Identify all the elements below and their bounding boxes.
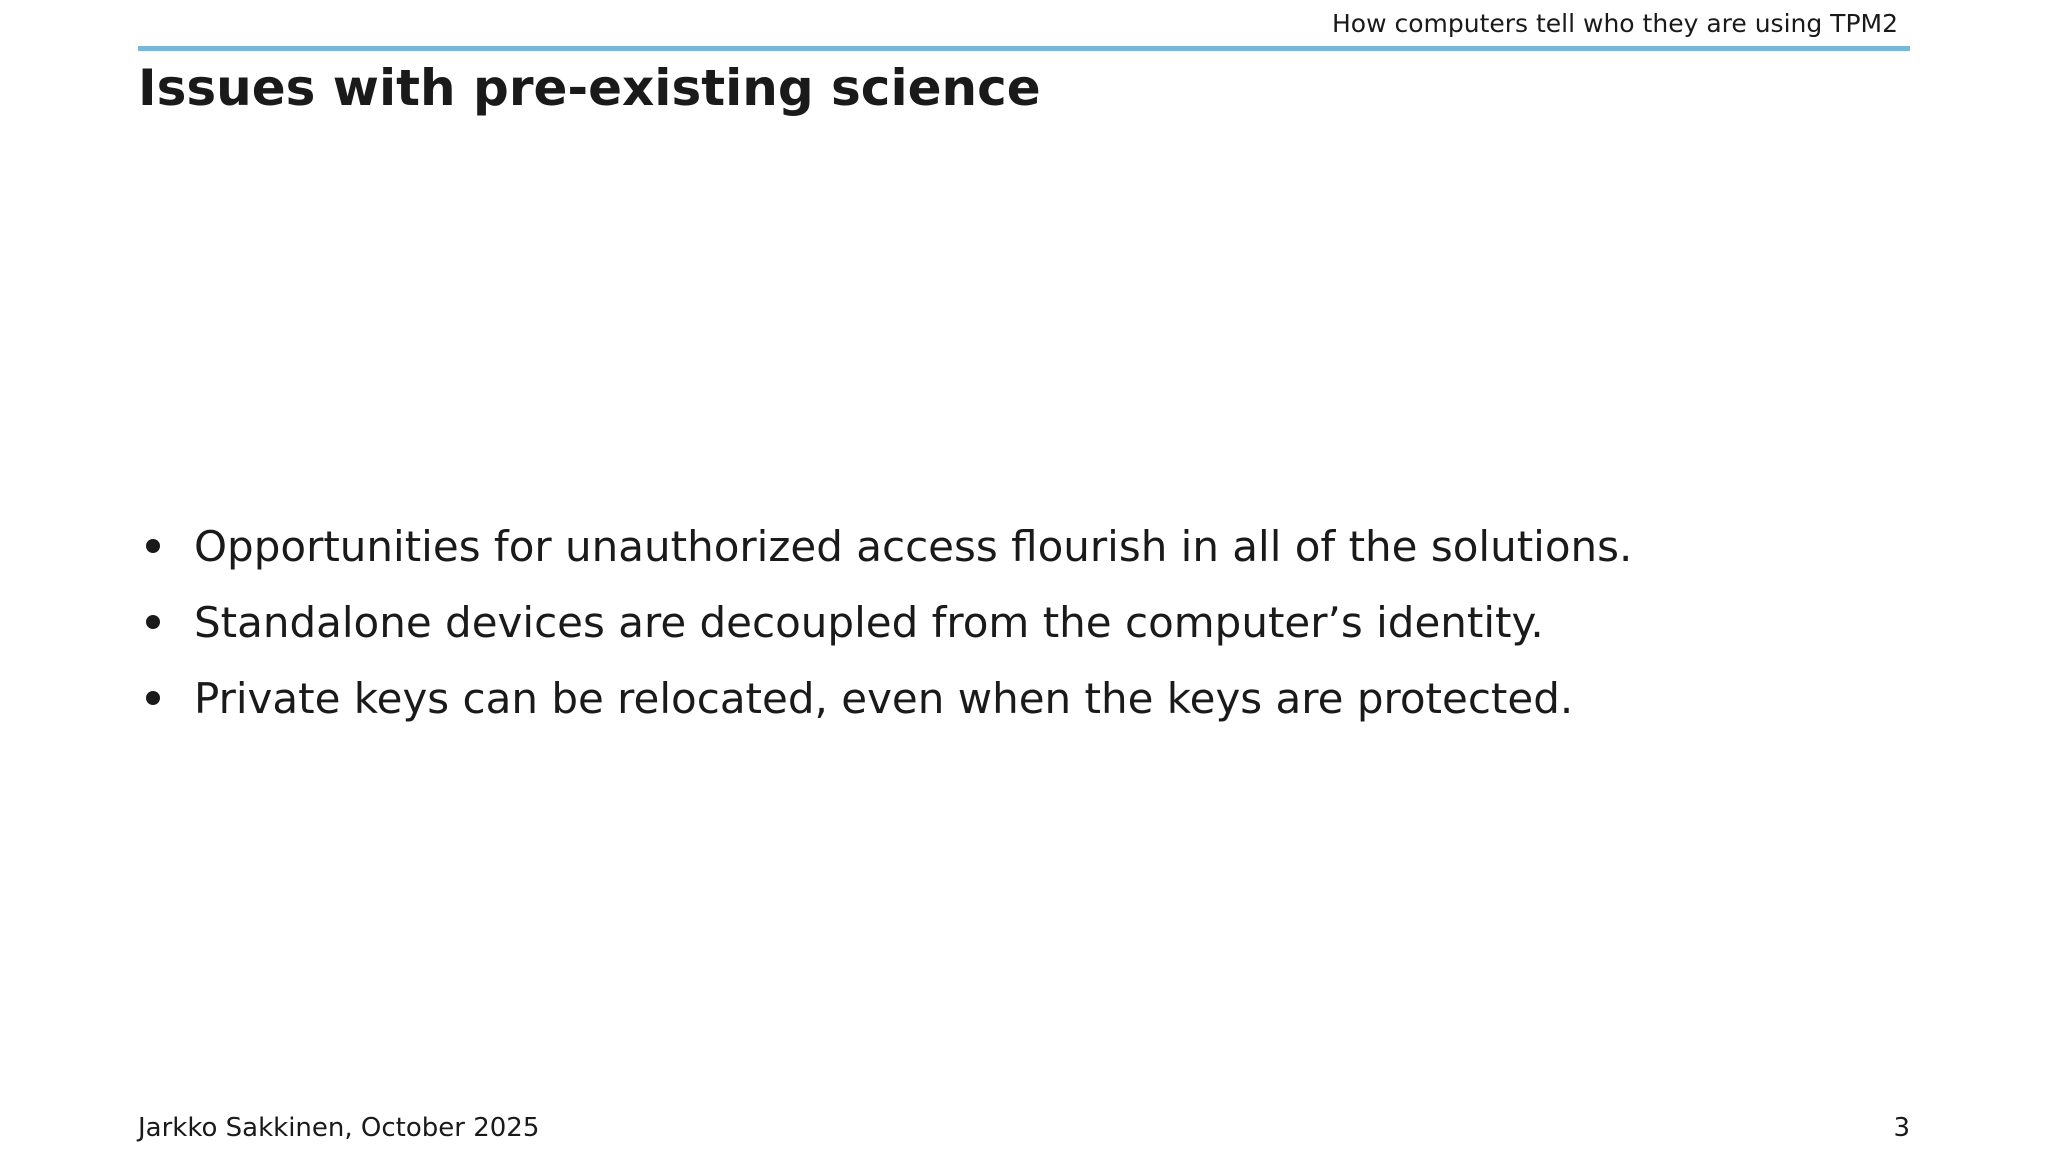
footer-author-date: Jarkko Sakkinen, October 2025 [138,1113,540,1143]
bullet-text: Opportunities for unauthorized access flourish in all of the solutions. [194,521,1633,571]
bullet-list [138,508,1632,736]
bullet-item [138,508,1632,584]
bullet-item [138,584,1632,660]
bullet-dot-icon [146,539,160,553]
header-rule [138,46,1910,51]
bullet-item [138,660,1632,736]
page-number: 3 [1893,1113,1910,1143]
slide-title: Issues with pre-existing science [138,59,1041,117]
bullet-dot-icon [146,691,160,705]
bullet-dot-icon [146,615,160,629]
bullet-text: Private keys can be relocated, even when the keys are protected. [194,673,1574,723]
presentation-title: How computers tell who they are using TPM2 [1331,9,1898,38]
bullet-text: Standalone devices are decoupled from the computer’s identity. [194,597,1544,647]
